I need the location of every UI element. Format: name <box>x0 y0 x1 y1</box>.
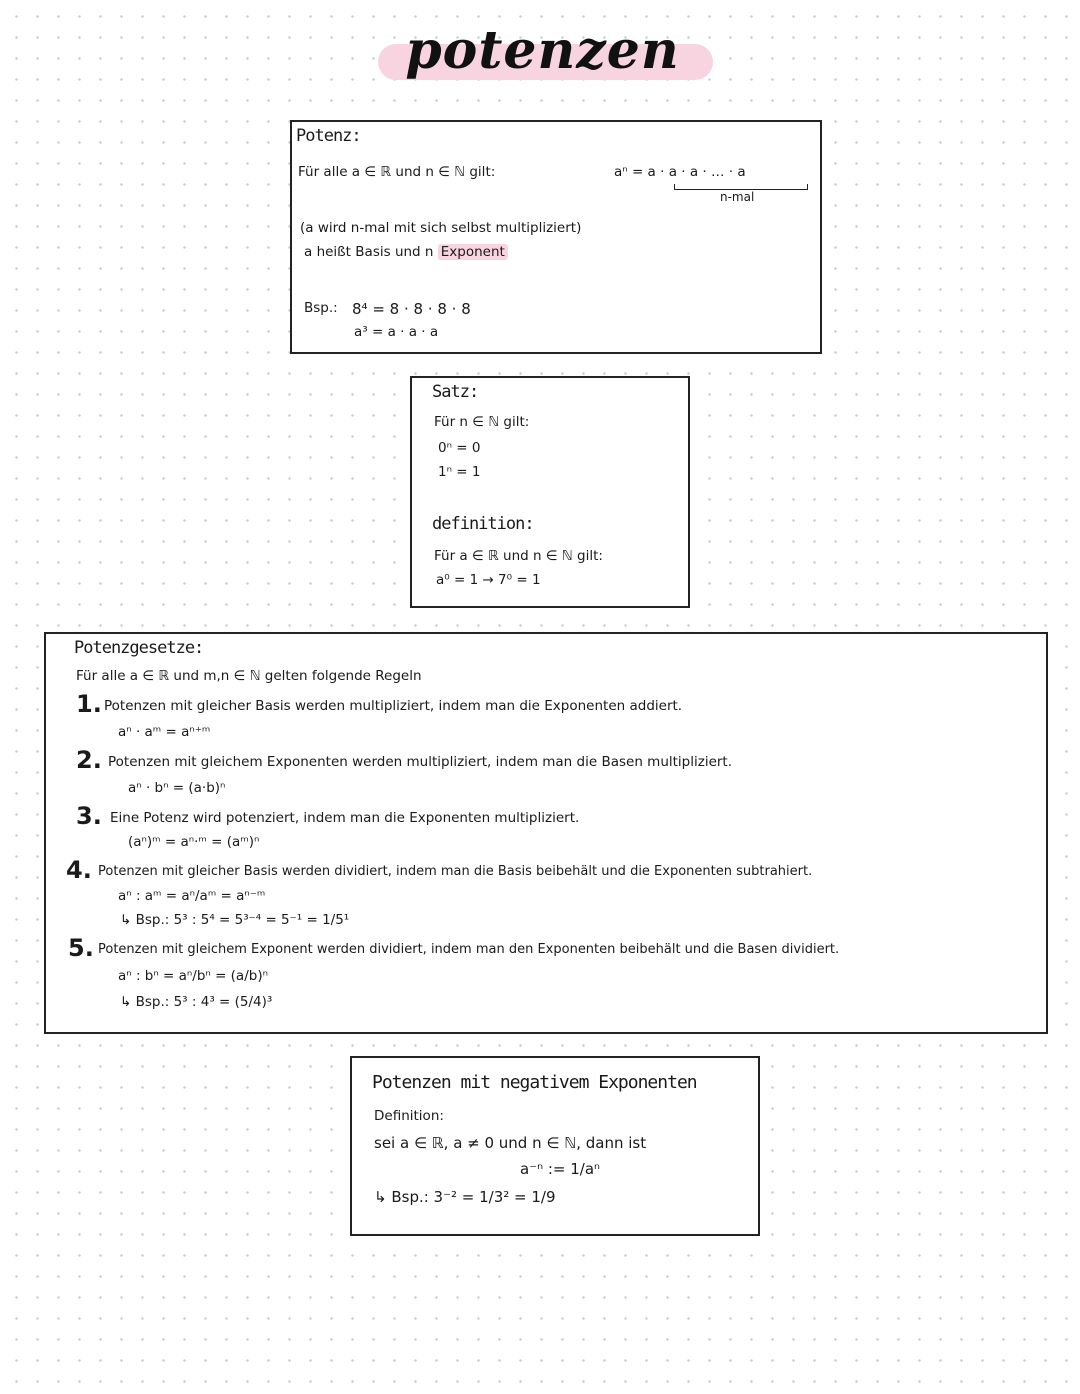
satz-lead: Für n ∈ ℕ gilt: <box>434 414 530 430</box>
negativ-example: ↳ Bsp.: 3⁻² = 1/3² = 1/9 <box>374 1188 556 1206</box>
exponent-word: Exponent <box>438 244 508 260</box>
rule-2-number: 2. <box>76 746 102 774</box>
rule-2-formula: aⁿ · bⁿ = (a·b)ⁿ <box>128 780 226 796</box>
negativ-formula: a⁻ⁿ := 1/aⁿ <box>520 1160 601 1178</box>
rule-1-number: 1. <box>76 690 102 718</box>
gesetze-lead: Für alle a ∈ ℝ und m,n ∈ ℕ gelten folgende Regeln <box>76 668 422 684</box>
underbrace-label: n-mal <box>720 190 755 204</box>
negativ-box <box>350 1056 760 1236</box>
potenz-definition-formula: aⁿ = a · a · a · … · a <box>614 164 746 180</box>
rule-3-number: 3. <box>76 802 102 830</box>
rule-4-number: 4. <box>66 856 92 884</box>
negativ-lead: sei a ∈ ℝ, a ≠ 0 und n ∈ ℕ, dann ist <box>374 1134 647 1152</box>
satz-box <box>410 376 690 608</box>
rule-5-formula: aⁿ : bⁿ = aⁿ/bⁿ = (a/b)ⁿ <box>118 968 268 984</box>
satz-heading: Satz: <box>432 382 479 402</box>
satz-rule-2: 1ⁿ = 1 <box>438 464 481 480</box>
rule-5-example: ↳ Bsp.: 5³ : 4³ = (5/4)³ <box>120 994 273 1010</box>
gesetze-heading: Potenzgesetze: <box>74 638 204 658</box>
basis-word: Basis <box>355 244 391 260</box>
negativ-definition-label: Definition: <box>374 1108 444 1124</box>
satz-rule-1: 0ⁿ = 0 <box>438 440 481 456</box>
definition-heading: definition: <box>432 514 534 534</box>
basis-exponent-line <box>304 244 508 260</box>
definition-rule: a⁰ = 1 → 7⁰ = 1 <box>436 572 541 588</box>
basis-prefix: a heißt <box>304 244 351 260</box>
rule-4-example: ↳ Bsp.: 5³ : 5⁴ = 5³⁻⁴ = 5⁻¹ = 1/5¹ <box>120 912 350 928</box>
potenzgesetze-box <box>44 632 1048 1034</box>
rule-3-text: Eine Potenz wird potenziert, indem man die Exponenten multipliziert. <box>110 810 580 826</box>
rule-4-formula: aⁿ : aᵐ = aⁿ/aᵐ = aⁿ⁻ᵐ <box>118 888 266 904</box>
example-label: Bsp.: <box>304 300 338 316</box>
potenz-explanation: (a wird n-mal mit sich selbst multipliziert) <box>300 220 582 236</box>
rule-4-text: Potenzen mit gleicher Basis werden dividiert, indem man die Basis beibehält und die Exponenten subtrahiert. <box>98 864 813 879</box>
basis-mid: und n <box>394 244 434 260</box>
rule-1-text: Potenzen mit gleicher Basis werden multipliziert, indem man die Exponenten addiert. <box>104 698 683 714</box>
definition-lead: Für a ∈ ℝ und n ∈ ℕ gilt: <box>434 548 603 564</box>
negativ-heading: Potenzen mit negativem Exponenten <box>372 1072 697 1093</box>
example-2: a³ = a · a · a <box>354 324 439 340</box>
potenz-definition-lead: Für alle a ∈ ℝ und n ∈ ℕ gilt: <box>298 164 496 180</box>
rule-5-number: 5. <box>68 934 94 962</box>
example-1: 8⁴ = 8 · 8 · 8 · 8 <box>352 300 471 318</box>
potenz-heading: Potenz: <box>296 126 361 146</box>
rule-2-text: Potenzen mit gleichem Exponenten werden multipliziert, indem man die Basen multipliziert. <box>108 754 733 770</box>
rule-3-formula: (aⁿ)ᵐ = aⁿ·ᵐ = (aᵐ)ⁿ <box>128 834 260 850</box>
potenz-box <box>290 120 822 354</box>
rule-1-formula: aⁿ · aᵐ = aⁿ⁺ᵐ <box>118 724 211 740</box>
page-title: potenzen <box>405 20 680 81</box>
rule-5-text: Potenzen mit gleichem Exponent werden dividiert, indem man den Exponenten beibehält und die Basen dividiert. <box>98 942 840 957</box>
title-block <box>370 20 715 100</box>
